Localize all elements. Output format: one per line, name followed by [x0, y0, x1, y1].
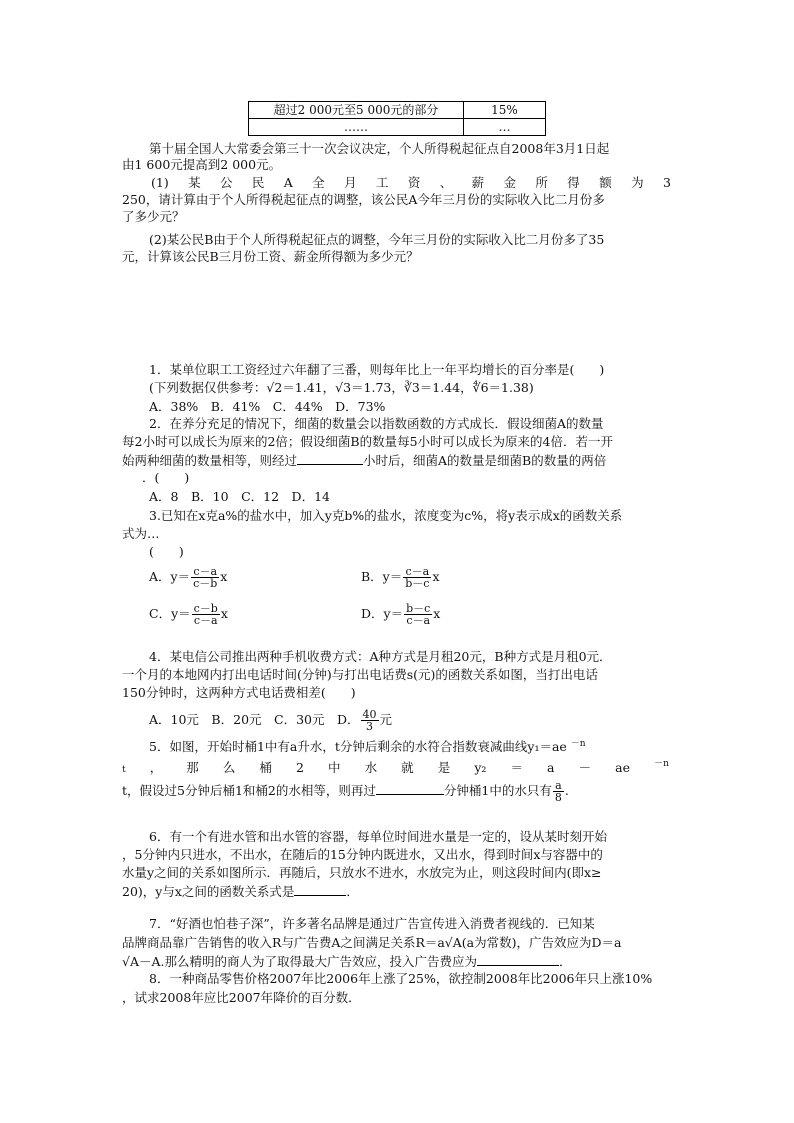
- fraction: [403, 566, 431, 589]
- word: 得: [567, 175, 580, 190]
- answer-blank: [477, 953, 559, 966]
- answer-blank: [297, 452, 363, 465]
- word: 民: [251, 175, 265, 190]
- problem-7-stem: 品牌商品靠广告销售的收入R与广告费A之间满足关系R＝a√A(a为常数)，广告效应为D＝a: [122, 935, 622, 950]
- question-1-line: 了多少元？: [122, 209, 185, 224]
- word: 所: [535, 175, 548, 190]
- word: －: [578, 760, 592, 775]
- problem-6-stem: 6．有一个有进水管和出水管的容器，每单位时间进水量是一定的，设从某时刻开始: [149, 829, 607, 844]
- problem-4-stem: 4．某电信公司推出两种手机收费方式：A种方式是月租20元，B种方式是月租0元．: [149, 649, 612, 664]
- text-run: ．: [346, 884, 359, 899]
- word: 桶: [259, 760, 272, 775]
- word: 就: [401, 760, 414, 775]
- fraction: [191, 566, 219, 589]
- word: 2: [296, 760, 304, 775]
- problem-2-stem: 2．在养分充足的情况下，细菌的数量会以指数函数的方式成长．假设细菌A的数量: [149, 416, 604, 431]
- word: 金: [503, 175, 517, 190]
- problem-6-stem: [122, 883, 359, 900]
- fraction: [192, 603, 220, 626]
- fraction: [553, 780, 564, 803]
- intro-line: 由1 600元提高到2 000元。: [122, 157, 282, 172]
- option-label: C．y＝: [149, 606, 191, 621]
- option-label: A．y＝: [149, 569, 191, 584]
- table-row: [249, 102, 546, 119]
- variable: x: [433, 606, 441, 621]
- denominator: c－a: [406, 614, 431, 627]
- table-cell: ……: [249, 119, 464, 136]
- denominator: b－c: [405, 577, 430, 590]
- table-cell: …: [464, 119, 546, 136]
- problem-1-stem: 1．某单位职工工资经过六年翻了三番，则每年比上一年平均增长的百分率是( ): [149, 362, 605, 377]
- problem-6-stem: ，5分钟内只进水，不出水，在随后的15分钟内既进水，又出水，得到时间x与容器中的: [122, 847, 603, 862]
- word: 额: [599, 175, 612, 190]
- problem-8-stem: 8．一种商品零售价格2007年比2006年上涨了25%，欲控制2008年比2006年只上涨10%: [149, 971, 653, 986]
- problem-2-paren: ．( ): [142, 470, 190, 485]
- option-a: [149, 565, 227, 589]
- word: 资: [407, 175, 421, 190]
- text-run: 小时后，细菌A的数量是细菌B的数量的两倍: [363, 453, 607, 468]
- word: (1): [151, 175, 169, 190]
- problem-5-stem: [122, 760, 669, 776]
- table-cell: 超过2 000元至5 000元的部分: [249, 102, 464, 119]
- word: 工: [375, 175, 389, 190]
- numerator: c－a: [405, 565, 430, 578]
- word: ，: [149, 760, 163, 775]
- numerator: b－c: [406, 602, 431, 615]
- variable: x: [220, 606, 228, 621]
- problem-7-stem: [122, 953, 572, 970]
- word: 么: [222, 760, 236, 775]
- word: 某: [188, 175, 201, 190]
- question-1-line: [151, 175, 671, 191]
- answer-blank: [294, 883, 346, 896]
- word: 3: [662, 175, 671, 190]
- word: A: [283, 175, 293, 190]
- variable: x: [432, 569, 440, 584]
- denominator: 8: [554, 791, 562, 804]
- problem-1-options: A．38% B．41% C．44% D．73%: [149, 399, 386, 414]
- word: 、: [439, 175, 453, 190]
- exponent: －n: [654, 759, 669, 769]
- denominator: c－a: [193, 614, 218, 627]
- problem-6-stem: 水量y之间的关系如图所示．再随后，只放水不进水，水放完为止，则这段时间内(即x≥: [122, 865, 602, 880]
- option-b: [361, 565, 440, 589]
- problem-5-stem: [149, 739, 586, 757]
- numerator: c－a: [193, 565, 218, 578]
- word: y₂: [474, 760, 487, 775]
- table-row: [249, 119, 546, 136]
- exponent: －n: [570, 739, 586, 749]
- text-run: 分钟桶1中的水只有: [443, 783, 552, 798]
- problem-5-stem: [122, 778, 569, 804]
- tax-rate-table: [248, 101, 546, 136]
- numerator: a: [555, 779, 562, 792]
- answer-blank: [376, 782, 444, 795]
- table-cell: 15%: [464, 102, 546, 119]
- word: 月: [344, 175, 357, 190]
- word: 那: [186, 760, 199, 775]
- problem-3-paren: ( ): [149, 544, 184, 559]
- question-2-line: 元，计算该公民B三月份工资、薪金所得额为多少元？: [122, 249, 419, 264]
- word: 水: [364, 760, 378, 775]
- problem-8-stem: ，试求2008年应比2007年降价的百分数．: [122, 990, 361, 1005]
- question-1-line: 250，请计算由于个人所得税起征点的调整，该公民A今年三月份的实际收入比二月份多: [122, 192, 605, 207]
- problem-7-stem: 7．“好酒也怕巷子深”，许多著名品牌是通过广告宣传进入消费者视线的．已知某: [149, 916, 595, 931]
- word: ae: [615, 760, 630, 775]
- problem-4-options: [149, 708, 392, 732]
- denominator: 3: [366, 720, 374, 733]
- fraction: [361, 709, 379, 732]
- denominator: c－b: [193, 577, 218, 590]
- word: 中: [328, 760, 341, 775]
- problem-1-hint: (下列数据仅供参考：√2＝1.41，√3＝1.73，∛3＝1.44，∜6＝1.38): [149, 380, 534, 395]
- text-run: 始两种细菌的数量相等，则经过: [122, 453, 298, 468]
- problem-3-stem: 式为…: [122, 526, 160, 541]
- word: 为: [631, 175, 644, 190]
- variable: x: [220, 569, 228, 584]
- unit: 元: [379, 712, 393, 727]
- text-run: ．: [559, 954, 572, 969]
- text-run: 20)，y与x之间的函数关系式是: [122, 884, 295, 899]
- question-2-line: (2)某公民B由于个人所得税起征点的调整，今年三月份的实际收入比二月份多了35: [149, 232, 605, 247]
- problem-4-stem: 150分钟时，这两种方式电话费相差( ): [122, 685, 356, 700]
- word: ＝: [510, 760, 523, 775]
- option-d: [361, 602, 440, 626]
- problem-2-options: A．8 B．10 C．12 D．14: [149, 489, 330, 504]
- problem-3-stem: 3.已知在x克a%的盐水中，加入y克b%的盐水，浓度变为c%，将y表示成x的函数关系: [149, 508, 623, 523]
- option-c: [149, 602, 228, 626]
- text-run: 5．如图，开始时桶1中有a升水，t分钟后剩余的水符合指数衰减曲线y₁＝ae: [149, 739, 567, 754]
- intro-line: 第十届全国人大常委会第三十一次会议决定，个人所得税起征点自2008年3月1日起: [149, 141, 610, 156]
- word: 是: [437, 760, 451, 775]
- problem-4-stem: 一个月的本地网内打出电话时间(分钟)与打出电话费s(元)的函数关系如图，当打出电话: [122, 667, 598, 682]
- fraction: [404, 603, 432, 626]
- text-run: √A－A.那么精明的商人为了取得最大广告效应，投入广告费应为: [122, 954, 477, 969]
- word: 公: [219, 175, 233, 190]
- word: t: [122, 765, 126, 775]
- options-text: A．10元 B．20元 C．30元 D．: [149, 712, 360, 727]
- text-run: .: [564, 783, 569, 798]
- problem-2-stem: [122, 452, 606, 469]
- problem-2-stem: 每2小时可以成长为原来的2倍；假设细菌B的数量每5小时可以成长为原来的4倍．若一开: [122, 434, 613, 449]
- option-label: B．y＝: [361, 569, 403, 584]
- word: 薪: [471, 175, 485, 190]
- word: a: [547, 760, 555, 775]
- numerator: 40: [362, 708, 377, 721]
- text-run: t，假设过5分钟后桶1和桶2的水相等，则再过: [122, 783, 376, 798]
- word: 全: [312, 175, 325, 190]
- option-label: D．y＝: [361, 606, 404, 621]
- numerator: c－b: [193, 602, 218, 615]
